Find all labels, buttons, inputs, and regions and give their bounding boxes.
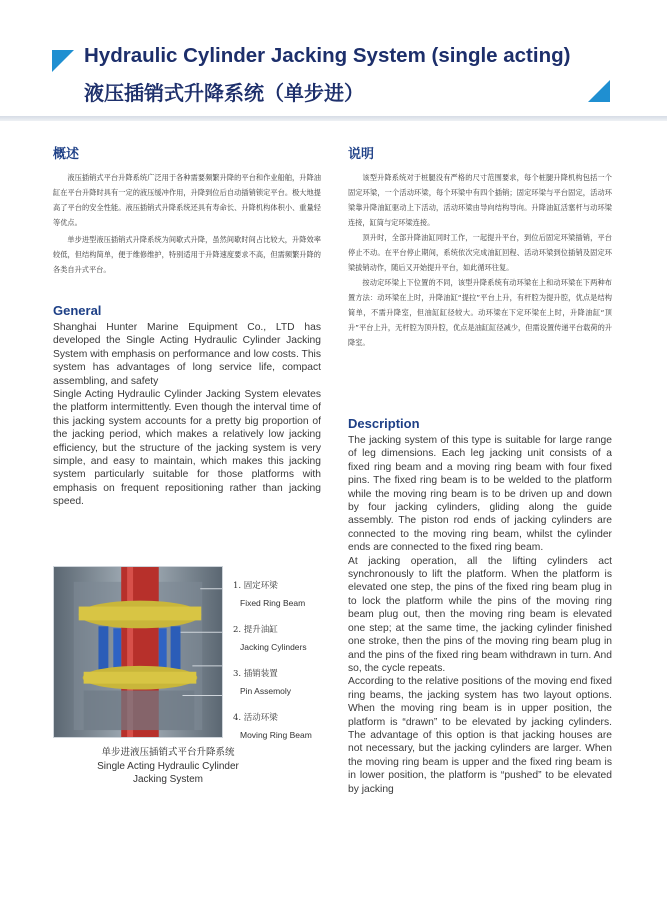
legend-label-en: Pin Assemoly <box>240 686 292 696</box>
description-paragraph: The jacking system of this type is suitable for large range of leg dimensions. Each leg jacking unit consists of a fixed ring beam and a moving ring beam with four fixed pins. The fixed ring beam is to be welded to the platform while the moving ring beam is to be driven up and down by four jacking cylinders, gliding along the guide assembly. The piston rod ends of jacking cylinders are connected to the moving ring beam, whilst the cylinder ends are connected to the fixed ring beam. <box>348 435 612 554</box>
general-heading: General <box>53 303 102 318</box>
legend-label-cn: 4. 活动环梁 <box>233 713 278 723</box>
figure-legend <box>233 580 333 756</box>
notes-paragraph: 按动定环梁上下位置的不同，该型升降系统有动环梁在上和动环梁在下两种布置方法：动环梁在上时，升降油缸“提拉”平台上升，有杆腔为提升腔，优点是结构简单，不需升降室，但油缸缸径较大。动环梁在下定环梁在上时，升降油缸“顶升”平台上升，无杆腔为顶升腔，优点是油缸缸径减少，但需设置传递平台载荷的升降室。 <box>348 278 612 347</box>
jacking-system-figure <box>53 566 321 741</box>
corner-triangle-bottom-right <box>588 80 610 102</box>
page-title-cn: 液压插销式升降系统（单步进） <box>84 81 364 105</box>
overview-paragraph: 单步进型液压插销式升降系统为间歇式升降，虽然间歇时间占比较大，升降效率较低，但结构简单，便于维修维护，特别适用于升降速度要求不高，但需频繁升降的各类自升式平台。 <box>53 235 321 274</box>
general-paragraph: Shanghai Hunter Marine Equipment Co., LTD has developed the Single Acting Hydraulic Cylinder Jacking System with emphasis on performance and low costs. This system has advantages of long service life, compact assembling, and safety <box>53 322 321 387</box>
corner-triangle-top-left <box>52 50 74 72</box>
notes-paragraph: 顶升时，全部升降油缸同时工作，一起提升平台，到位后固定环梁插销，平台停止不动。在平台停止期间，系统依次完成油缸回程、活动环梁到位插销及固定环梁拔销动作，随后又开始提升平台，如此循环往复。 <box>348 233 612 272</box>
notes-heading: 说明 <box>348 147 375 162</box>
legend-label-en: Jacking Cylinders <box>240 642 307 652</box>
general-paragraph: Single Acting Hydraulic Cylinder Jacking System elevates the platform intermittently. Even though the interval time of this jacking system accounts for a pretty big proportion of the jacking period, which makes a relatively low jacking efficiency, but the structure of the jacking system is very simple, and easy to maintain, which makes this jacking system particularly suitable for those platforms with emphasis on frequent repositioning rather than jacking speed. <box>53 389 321 508</box>
legend-label-cn: 3. 插销装置 <box>233 669 278 679</box>
jacking-system-illustration <box>53 566 223 738</box>
description-paragraph: At jacking operation, all the lifting cylinders act synchronously to lift the platform. When the platform is elevated one step, the pins of the fixed ring beam plug in to lock the platform while the pins of the moving ring beam plug out, then the moving ring beam is elevated one step; at the same time, the jacking cylinder finished one stroke, then the pins of the moving ring beam plug in and the pins of the fixed ring beam withdrawn in turn. And so, the cycle repeats. <box>348 555 612 674</box>
figure-caption-en: Single Acting Hydraulic Cylinder <box>97 761 239 772</box>
figure-caption-cn: 单步进液压插销式平台升降系统 <box>101 747 235 758</box>
description-paragraph: According to the relative positions of the moving end fixed ring beams, the jacking system has two layout options. When the moving ring beam is in upper position, the platform is “drawn” to be elevated by jacking cylinders. The advantage of this option is that jacking houses are not necessary, but the jacking cylinders are larger. When the moving ring beam is upper and the fixed ring beam is in lower position, the platform is “pushed” to be elevated by jacking <box>348 676 612 795</box>
legend-label-cn: 2. 提升油缸 <box>233 625 278 635</box>
notes-section <box>348 143 612 350</box>
figure-caption <box>53 746 283 786</box>
legend-label-cn: 1. 固定环梁 <box>233 581 278 591</box>
page-title-en: Hydraulic Cylinder Jacking System (single acting) <box>84 44 571 67</box>
description-section <box>348 416 612 796</box>
overview-paragraph: 液压插销式平台升降系统广泛用于各种需要频繁升降的平台和作业船舶，升降油缸在平台升降时具有一定的液压缓冲作用，升降到位后自动插销锁定平台。极大地提高了平台的安全性能。液压插销式升降系统还具有寿命长、升降机构体积小、重量轻等优点。 <box>53 173 321 227</box>
legend-label-en: Moving Ring Beam <box>240 730 312 740</box>
figure-caption-en: Jacking System <box>132 774 204 785</box>
description-heading: Description <box>348 416 420 431</box>
header-divider <box>0 116 667 121</box>
notes-paragraph: 该型升降系统对于桩腿没有严格的尺寸范围要求，每个桩腿升降机构包括一个固定环梁，一个活动环梁，每个环梁中有四个插销；固定环梁与平台固定，活动环梁靠升降油缸驱动上下活动，活动环梁由导向结构导向。升降油缸活塞杆与动环梁连接，缸筒与定环梁连接。 <box>348 173 612 227</box>
general-section <box>53 303 321 509</box>
overview-section <box>53 143 321 277</box>
overview-heading: 概述 <box>53 147 80 162</box>
legend-label-en: Fixed Ring Beam <box>240 598 306 608</box>
